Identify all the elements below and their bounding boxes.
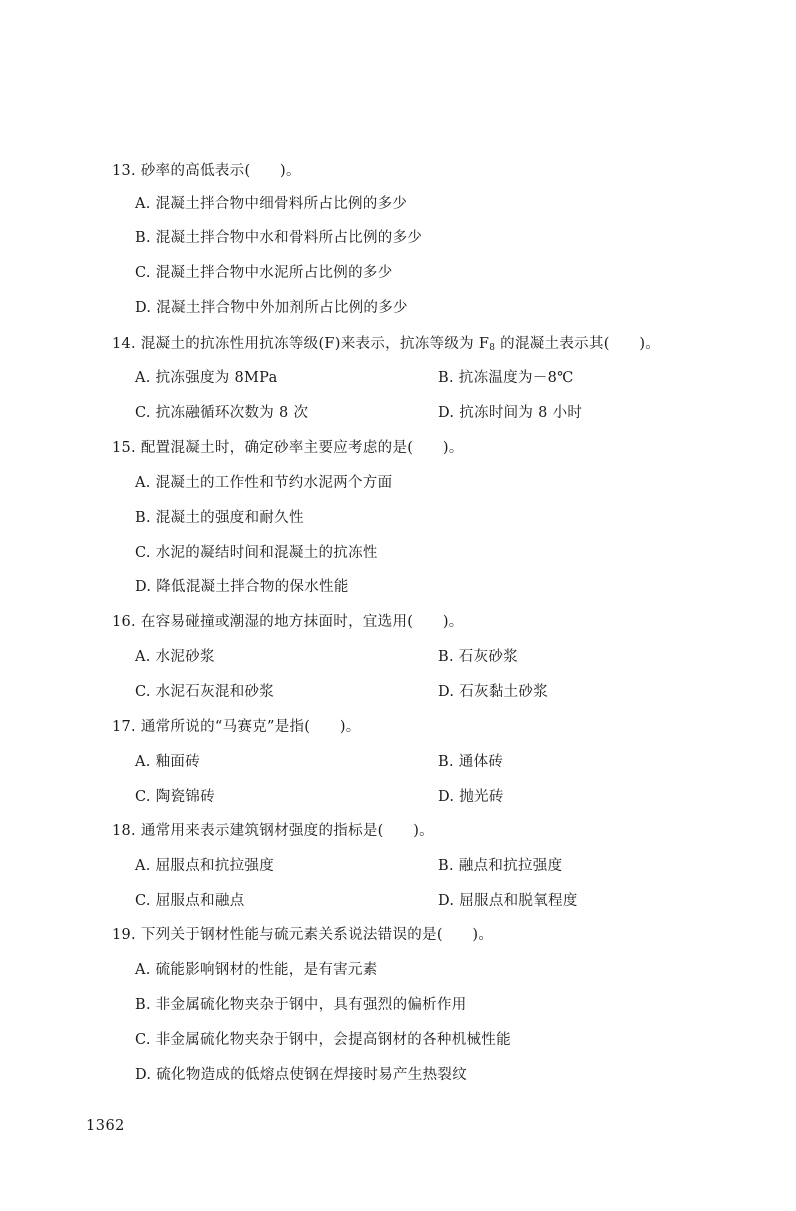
question-14-option-d: D. 抗冻时间为 8 小时 bbox=[438, 405, 583, 421]
question-14-option-c: C. 抗冻融循环次数为 8 次 bbox=[135, 405, 309, 421]
question-15-option-c: C. 水泥的凝结时间和混凝土的抗冻性 bbox=[135, 545, 378, 561]
question-15-stem: 15. 配置混凝土时，确定砂率主要应考虑的是( )。 bbox=[112, 440, 464, 456]
question-13-option-b: B. 混凝土拌合物中水和骨料所占比例的多少 bbox=[135, 230, 423, 246]
question-19-option-c: C. 非金属硫化物夹杂于钢中，会提高钢材的各种机械性能 bbox=[135, 1032, 511, 1048]
question-15-option-b: B. 混凝土的强度和耐久性 bbox=[135, 510, 304, 526]
question-14-stem-subscript: 8 bbox=[489, 343, 496, 353]
question-16-option-c: C. 水泥石灰混和砂浆 bbox=[135, 684, 275, 700]
question-14-stem bbox=[112, 334, 660, 358]
question-16-option-a: A. 水泥砂浆 bbox=[135, 649, 215, 665]
question-14-stem-part2: 的混凝土表示其( )。 bbox=[495, 336, 661, 352]
question-18-option-a: A. 屈服点和抗拉强度 bbox=[135, 858, 274, 874]
question-16-option-d: D. 石灰黏土砂浆 bbox=[438, 684, 549, 700]
question-15-option-d: D. 降低混凝土拌合物的保水性能 bbox=[135, 579, 349, 595]
question-18-option-b: B. 融点和抗拉强度 bbox=[438, 858, 563, 874]
question-18-option-d: D. 屈服点和脱氧程度 bbox=[438, 893, 578, 909]
question-19-option-d: D. 硫化物造成的低熔点使钢在焊接时易产生热裂纹 bbox=[135, 1067, 468, 1083]
question-16-option-b: B. 石灰砂浆 bbox=[438, 649, 518, 665]
question-19-option-b: B. 非金属硫化物夹杂于钢中，具有强烈的偏析作用 bbox=[135, 997, 467, 1013]
question-14-option-b: B. 抗冻温度为－8℃ bbox=[438, 370, 574, 386]
question-17-option-c: C. 陶瓷锦砖 bbox=[135, 789, 215, 805]
question-17-option-b: B. 通体砖 bbox=[438, 754, 504, 770]
page-number: 1362 bbox=[86, 1118, 125, 1134]
question-19-stem: 19. 下列关于钢材性能与硫元素关系说法错误的是( )。 bbox=[112, 927, 494, 943]
question-13-option-d: D. 混凝土拌合物中外加剂所占比例的多少 bbox=[135, 300, 408, 316]
question-13-option-c: C. 混凝土拌合物中水泥所占比例的多少 bbox=[135, 265, 393, 281]
question-14-option-a: A. 抗冻强度为 8MPa bbox=[135, 370, 278, 386]
question-17-option-d: D. 抛光砖 bbox=[438, 789, 504, 805]
question-18-option-c: C. 屈服点和融点 bbox=[135, 893, 245, 909]
question-13-stem: 13. 砂率的高低表示( )。 bbox=[112, 163, 301, 179]
question-19-option-a: A. 硫能影响钢材的性能，是有害元素 bbox=[135, 962, 378, 978]
question-14-stem-part1: 14. 混凝土的抗冻性用抗冻等级(F)来表示，抗冻等级为 F bbox=[112, 336, 490, 352]
question-13-option-a: A. 混凝土拌合物中细骨料所占比例的多少 bbox=[135, 196, 408, 212]
question-17-stem: 17. 通常所说的“马赛克”是指( )。 bbox=[112, 719, 361, 735]
question-18-stem: 18. 通常用来表示建筑钢材强度的指标是( )。 bbox=[112, 823, 434, 839]
question-15-option-a: A. 混凝土的工作性和节约水泥两个方面 bbox=[135, 475, 393, 491]
question-16-stem: 16. 在容易碰撞或潮湿的地方抹面时，宜选用( )。 bbox=[112, 614, 464, 630]
question-17-option-a: A. 釉面砖 bbox=[135, 754, 200, 770]
